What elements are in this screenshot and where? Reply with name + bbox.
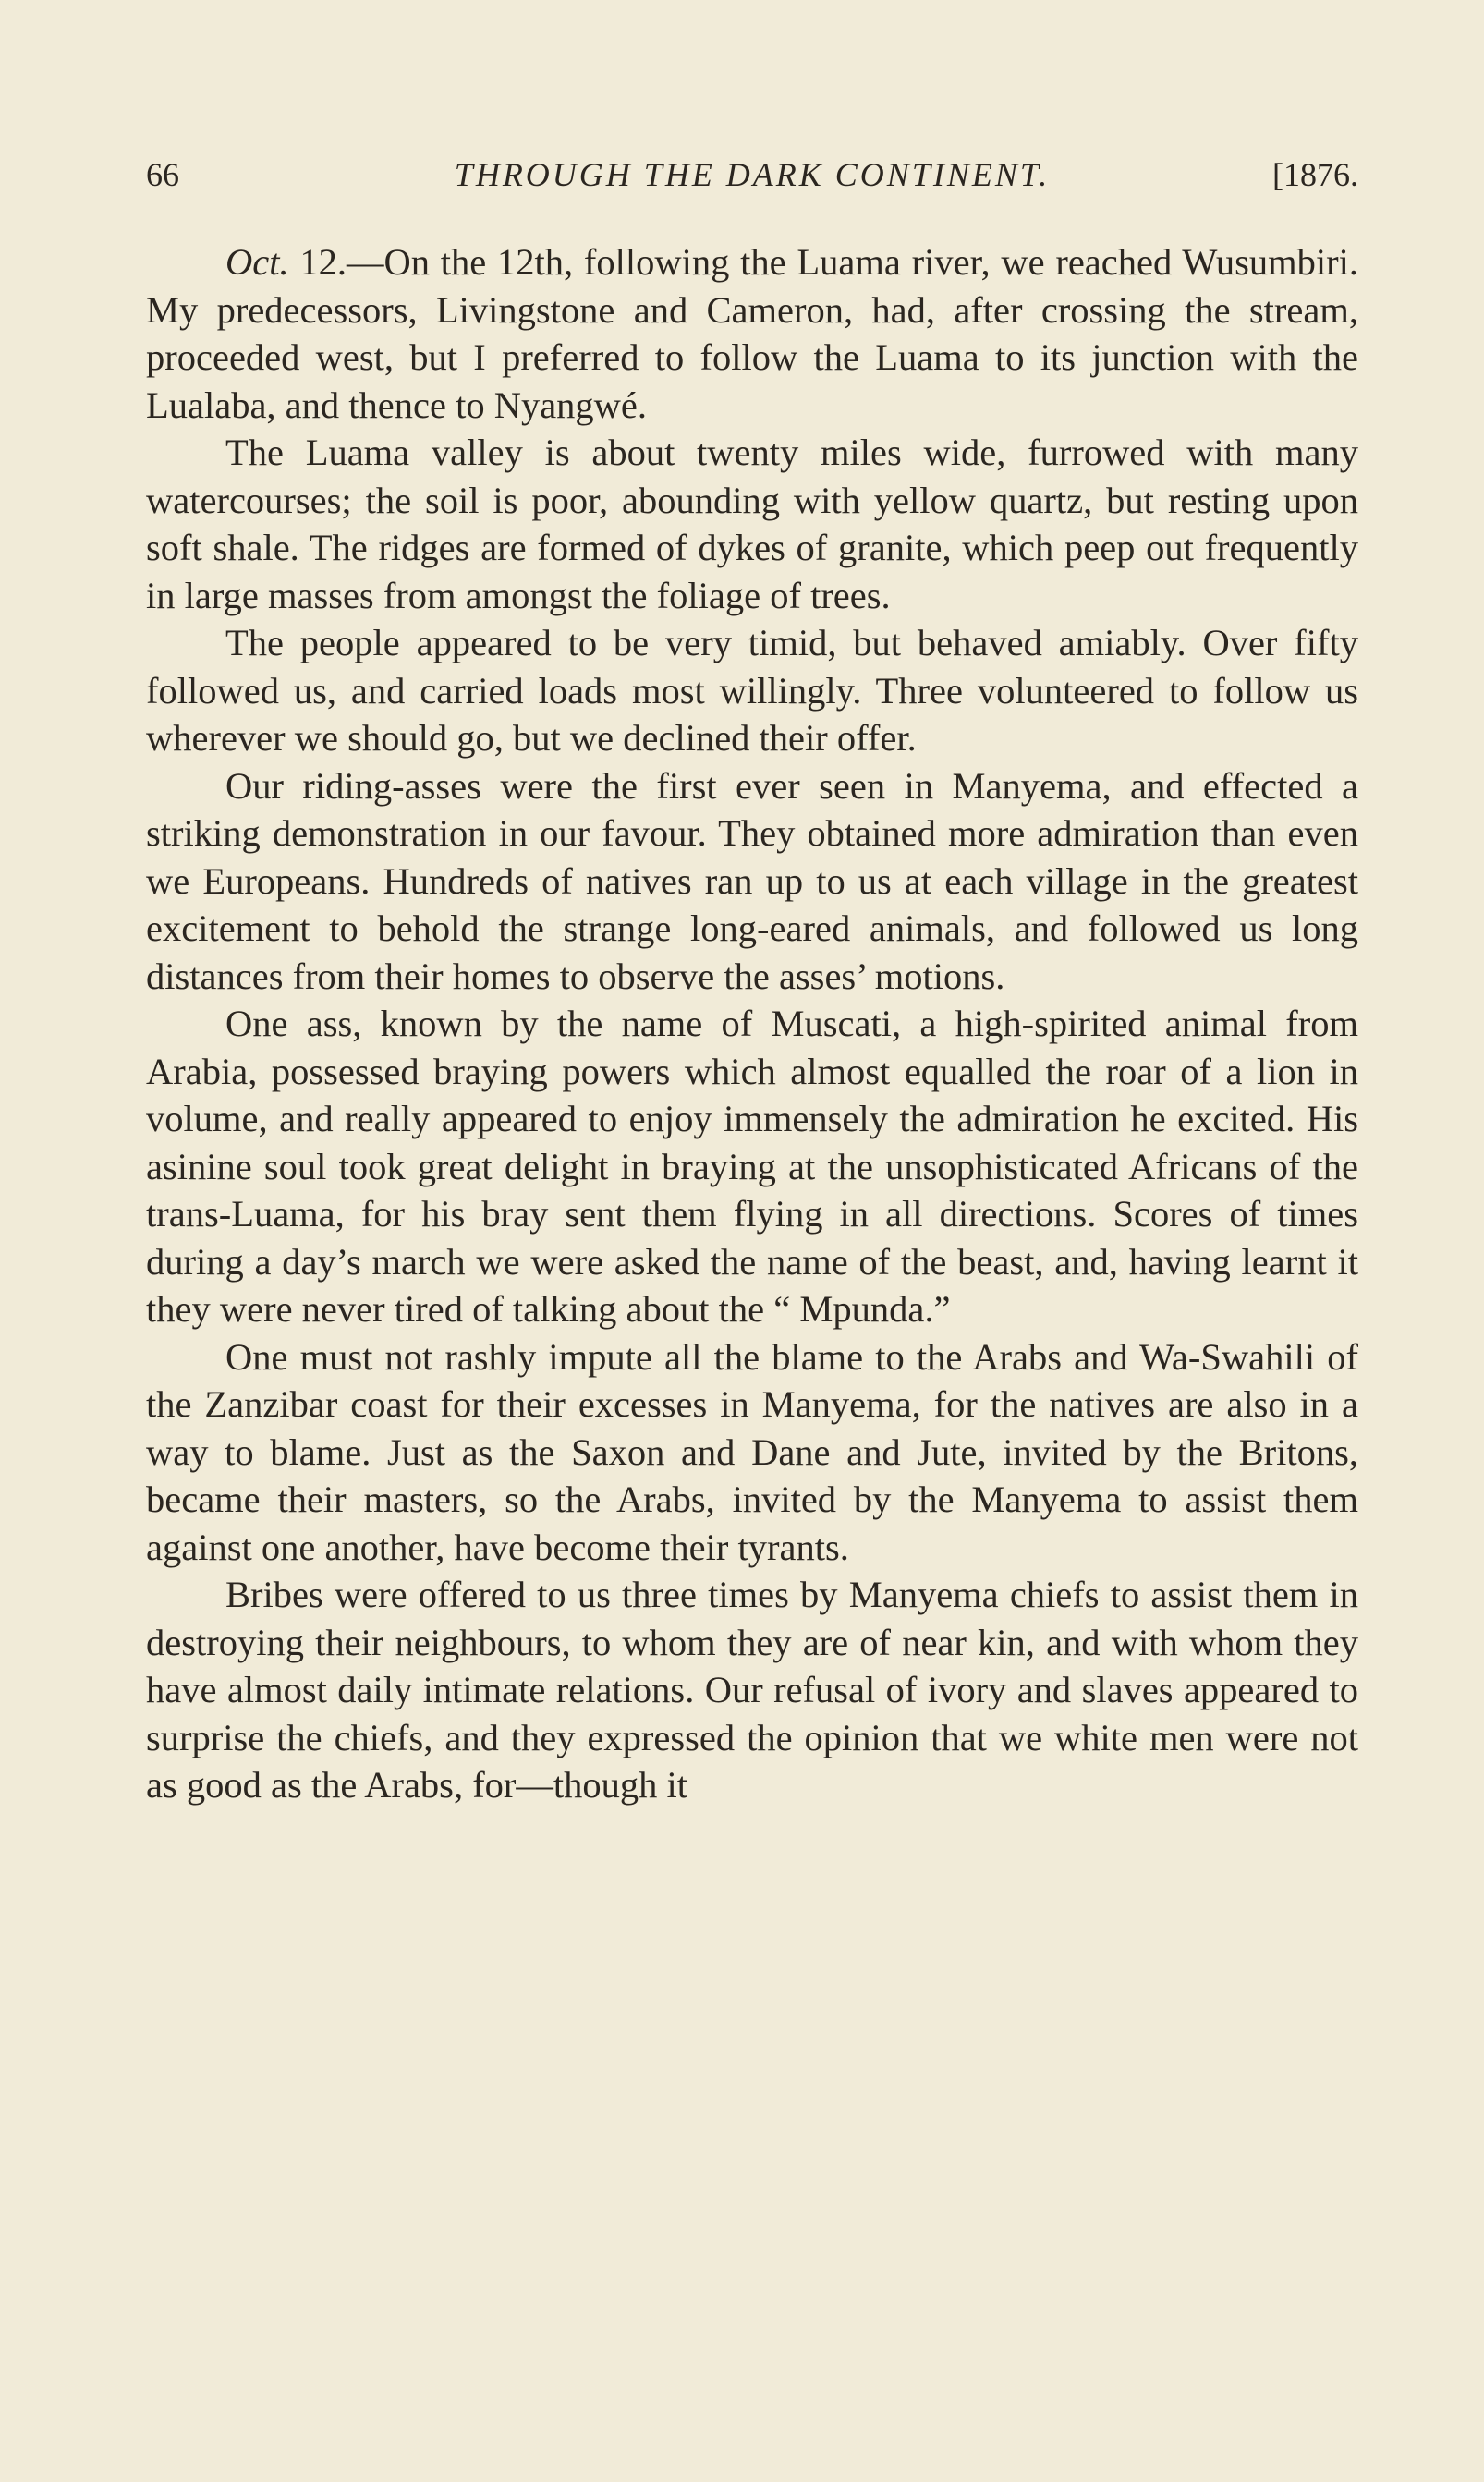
- paragraph: [146, 429, 1358, 619]
- header-year: [1876.: [1272, 156, 1358, 193]
- date-label: Oct.: [225, 241, 289, 283]
- paragraph-text: Bribes were offered to us three times by Manyema chiefs to assist them in destroying their neighbours, to whom they are of near kin, and with whom they have almost daily intimate relations. Our refusal of ivory and slaves appeared to surprise the chiefs, and they expressed the opinion that we white men were not as good as the Arabs, for—though it: [146, 1574, 1358, 1806]
- page-header: [146, 155, 1358, 201]
- paragraph: [146, 1571, 1358, 1809]
- paragraph: [146, 619, 1358, 762]
- paragraph-text: Our riding-asses were the first ever seen in Manyema, and effected a striking demonstration in our favour. They obtained more admiration than even we Europeans. Hundreds of natives ran up to us at each village in the greatest excitement to behold the strange long-eared animals, and followed us long distances from their homes to observe the asses’ motions.: [146, 764, 1358, 997]
- paragraph: [146, 1333, 1358, 1572]
- page-number: 66: [146, 156, 179, 193]
- paragraph-text: The people appeared to be very timid, but behaved amiably. Over fifty followed us, and carried loads most willingly. Three volunteered to follow us wherever we should go, but we declined their offer.: [146, 622, 1358, 759]
- running-title: THROUGH THE DARK CONTINENT.: [454, 156, 1051, 193]
- paragraph-text: The Luama valley is about twenty miles wide, furrowed with many watercourses; the soil is poor, abounding with yellow quartz, but resting upon soft shale. The ridges are formed of dykes of granite, which peep out frequently in large masses from amongst the foliage of trees.: [146, 432, 1358, 616]
- body-text: [146, 238, 1358, 1809]
- paragraph-text: 12.—On the 12th, following the Luama river, we reached Wusumbiri. My predecessors, Livingstone and Cameron, had, after crossing the stream, proceeded west, but I preferred to follow the Luama to its junction with the Lualaba, and thence to Nyangwé.: [146, 241, 1358, 426]
- paragraph-text: One ass, known by the name of Muscati, a high-spirited animal from Arabia, possessed braying powers which almost equalled the roar of a lion in volume, and really appeared to enjoy immensely the admiration he excited. His asinine soul took great delight in braying at the unsophisticated Africans of the trans-Luama, for his bray sent them flying in all directions. Scores of times during a day’s march we were asked the name of the beast, and, having learnt it they were never tired of talking about the “ Mpunda.”: [146, 1003, 1358, 1330]
- paragraph-text: One must not rashly impute all the blame to the Arabs and Wa-Swahili of the Zanzibar coast for their excesses in Manyema, for the natives are also in a way to blame. Just as the Saxon and Dane and Jute, invited by the Britons, became their masters, so the Arabs, invited by the Manyema to assist them against one another, have become their tyrants.: [146, 1335, 1358, 1568]
- paragraph: [146, 1000, 1358, 1333]
- paragraph: [146, 238, 1358, 429]
- paragraph: [146, 762, 1358, 1001]
